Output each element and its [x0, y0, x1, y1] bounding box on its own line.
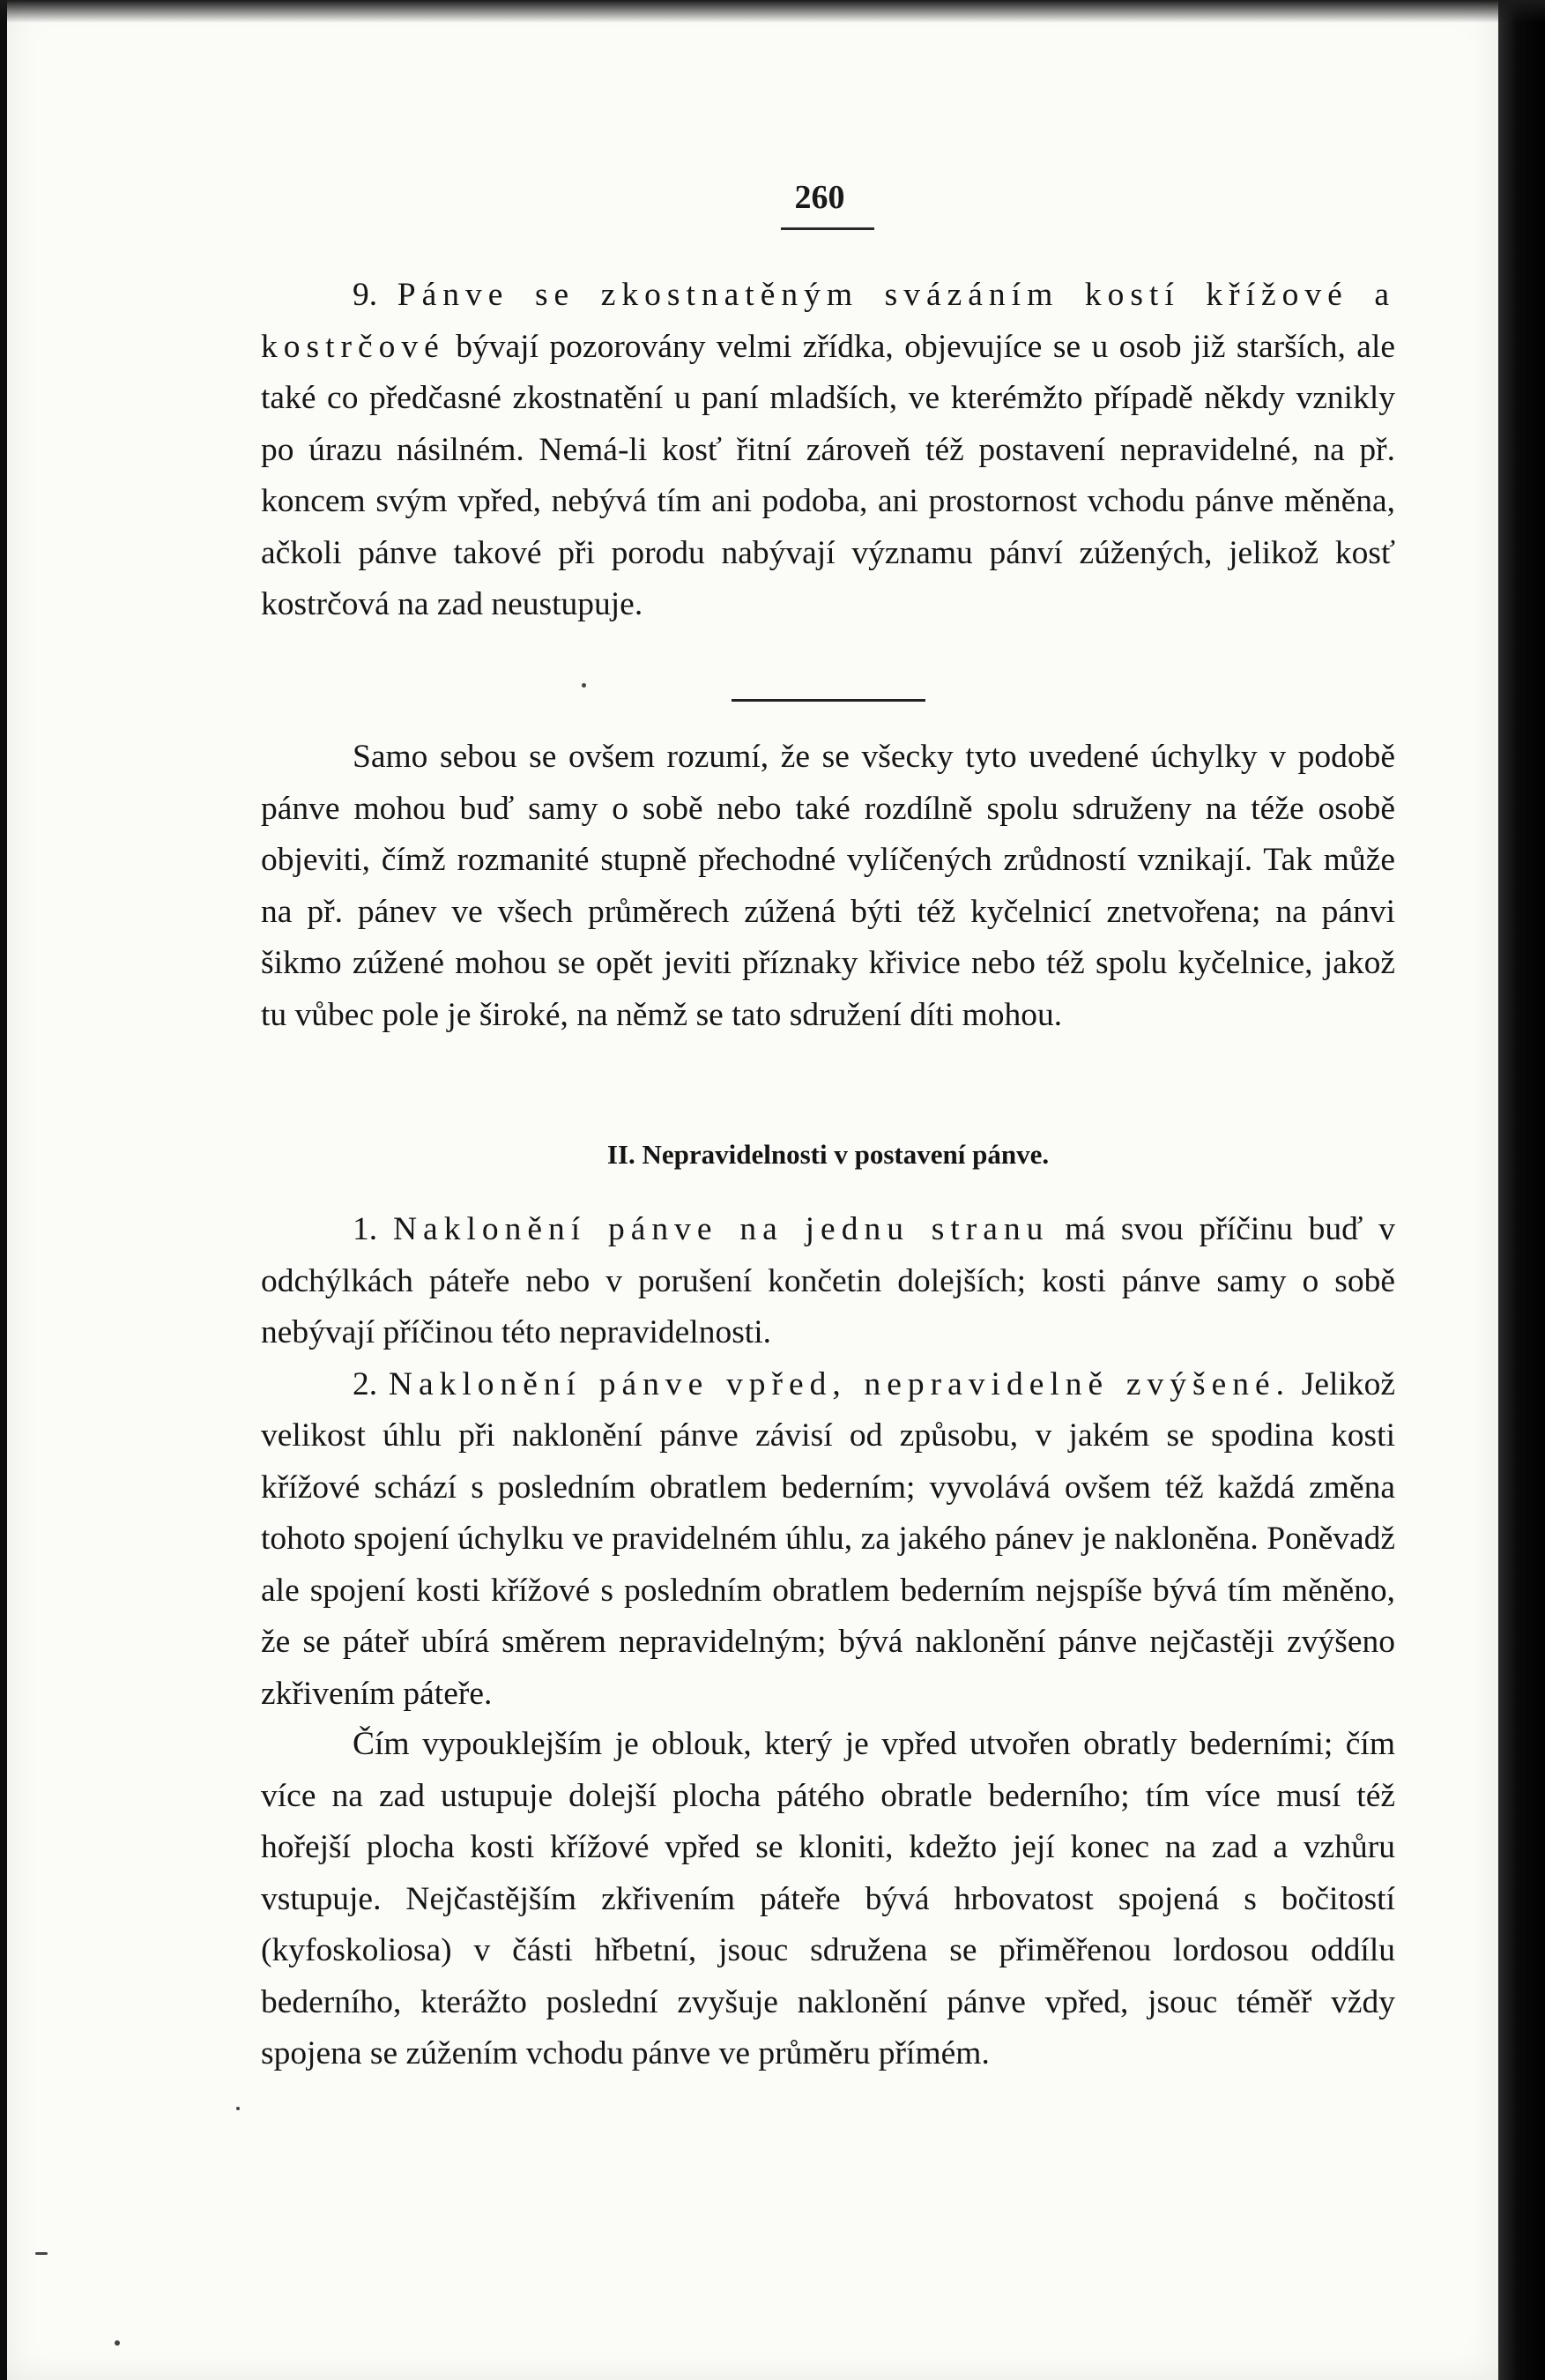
- paragraph-final-text: Čím vypouklejším je oblouk, který je vpřed utvořen obratly bederními; čím více na zad ustupuje dolejší plocha pátého obratle bederního; tím více musí též hořejší plocha kosti křížové vpřed se kloniti, kdežto její konec na zad a vzhůru vstupuje. Nejčastějším zkřivením páteře bývá hrbovatost spojená s bočitostí (kyfoskoliosa) v části hřbetní, jsouc sdružena se přiměřenou lordosou oddílu bederního, kterážto poslední zvyšuje naklonění pánve vpřed, jsouc téměř vždy spojena se zúžením vchodu pánve ve průměru přímém.: [261, 1726, 1395, 2071]
- paragraph-9-text: bývají pozorovány velmi zřídka, objevujíce se u osob již starších, ale také co předčasné zkostnatění u paní mladších, ve kterémžto případě někdy vznikly po úrazu násilném. Nemá-li kosť řitní zároveň též postavení nepravidelné, na př. koncem svým vpřed, nebývá tím ani podoba, ani prostornost vchodu pánve měněna, ačkoli pánve takové při porodu nabývají významu pánví zúžených, jelikož kosť kostrčová na zad neustupuje.: [261, 328, 1396, 622]
- item-1: [261, 1204, 1395, 1359]
- paragraph-final: [261, 1719, 1395, 2080]
- numbered-items: [261, 1204, 1395, 1720]
- scan-edge-right: [1498, 0, 1545, 2380]
- section-heading: II. Nepravidelnosti v postavení pánve.: [606, 1139, 1050, 1170]
- ink-speck: [115, 2340, 120, 2346]
- ink-speck: [236, 2107, 240, 2110]
- item-1-emphasis: Naklonění pánve na jednu stranu: [392, 1211, 1050, 1247]
- ink-speck: [35, 2252, 48, 2255]
- ink-speck: [582, 683, 586, 688]
- item-2: [261, 1359, 1395, 1721]
- item-2-number: 2.: [353, 1365, 378, 1402]
- item-2-emphasis: Naklonění pánve vpřed, nepravidelně zvýšené.: [388, 1365, 1291, 1402]
- paragraph-9-number: 9.: [353, 277, 378, 313]
- paragraph-combined: [261, 732, 1395, 1041]
- paragraph-9: [261, 270, 1395, 631]
- page-number-underline: [781, 227, 874, 230]
- page-number: 260: [794, 179, 845, 216]
- paragraph-combined-text: Samo sebou se ovšem rozumí, že se všecky tyto uvedené úchylky v podobě pánve mohou buď samy o sobě nebo také rozdílně spolu sdruženy na téže osobě objeviti, čímž rozmanité stupně přechodné vylíčených zrůdností vznikají. Tak může na př. pánev ve všech průměrech zúžená býti též kyčelnicí znetvořena; na pánvi šikmo zúžené mohou se opět jeviti příznaky křivice nebo též spolu kyčelnice, jakož tu vůbec pole je široké, na němž se tato sdružení díti mohou.: [261, 739, 1395, 1033]
- scan-edge-top: [0, 0, 1545, 23]
- item-1-number: 1.: [353, 1211, 378, 1247]
- item-2-text: Jelikož velikost úhlu při naklonění pánve závisí od způsobu, v jakém se spodina kosti křížové schází s posledním obratlem bederním; vyvolává ovšem též každá změna tohoto spojení úchylku ve pravidelném úhlu, za jakého pánev je nakloněna. Poněvadž ale spojení kosti křížové s posledním obratlem bederním nejspíše bývá tím měněno, že se páteř ubírá směrem nepravidelným; bývá naklonění pánve nejčastěji zvýšeno zkřivením páteře.: [261, 1365, 1396, 1712]
- paragraph-9-emphasis: Pánve se zkostnatěným svázáním kostí křížové a kostrčové: [261, 277, 1395, 365]
- item-1-text: má svou příčinu buď v odchýlkách páteře nebo v porušení končetin dolejších; kosti pánve samy o sobě nebývají příčinou této nepravidelnosti.: [261, 1211, 1396, 1350]
- section-divider: [732, 699, 925, 702]
